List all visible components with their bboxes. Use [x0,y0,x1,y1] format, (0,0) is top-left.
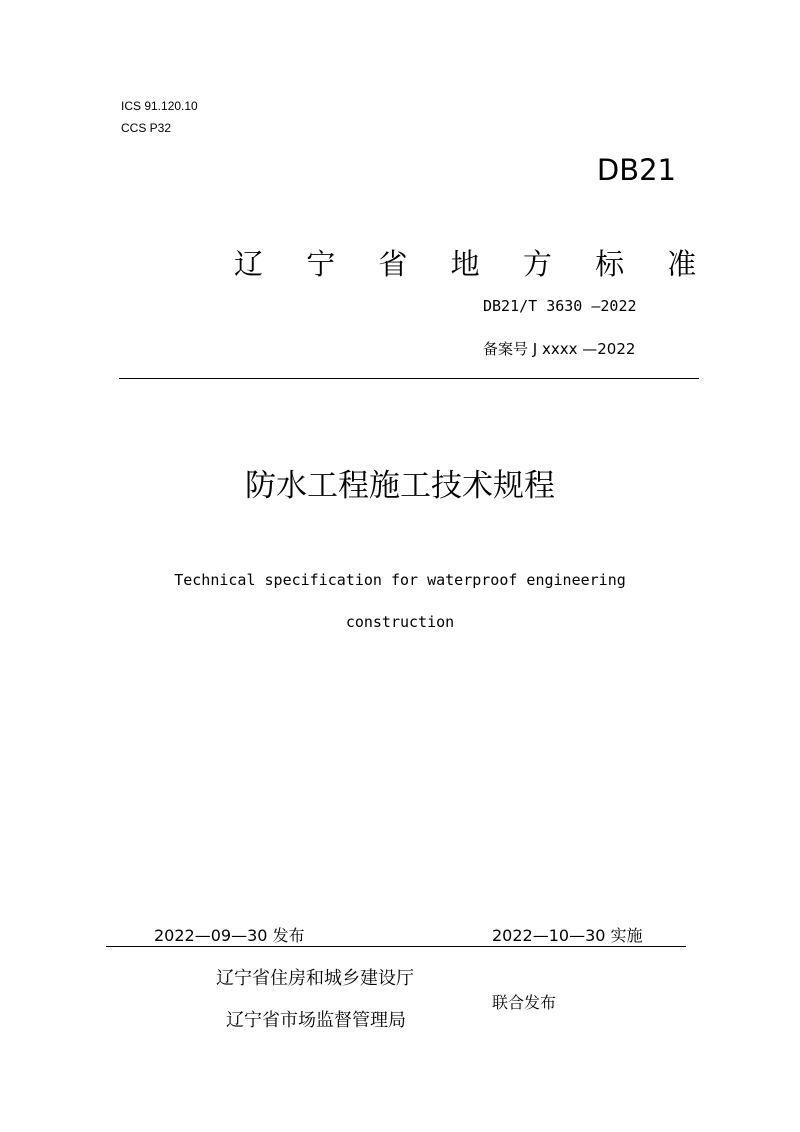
header-divider [119,378,699,379]
db-code: DB21 [596,153,676,187]
standard-type-heading: 辽 宁 省 地 方 标 准 [234,247,714,281]
document-title-english-line2: construction [345,613,455,631]
ccs-code: CCS P32 [121,121,172,135]
issuer-housing-department: 辽宁省住房和城乡建设厅 [216,968,414,989]
joint-issue-label: 联合发布 [492,993,557,1012]
document-title-english-line1: Technical specification for waterproof engineering [174,571,626,589]
implementation-date: 2022—10—30 实施 [492,926,643,945]
issue-date: 2022—09—30 发布 [154,926,305,945]
ics-code: ICS 91.120.10 [121,99,198,113]
footer-divider [106,946,686,947]
standard-number: DB21/T 3630 —2022 [483,297,637,315]
issuer-market-supervision-bureau: 辽宁省市场监督管理局 [226,1010,406,1031]
document-title-chinese: 防水工程施工技术规程 [245,468,555,504]
filing-number: 备案号 J xxxx —2022 [483,340,636,358]
